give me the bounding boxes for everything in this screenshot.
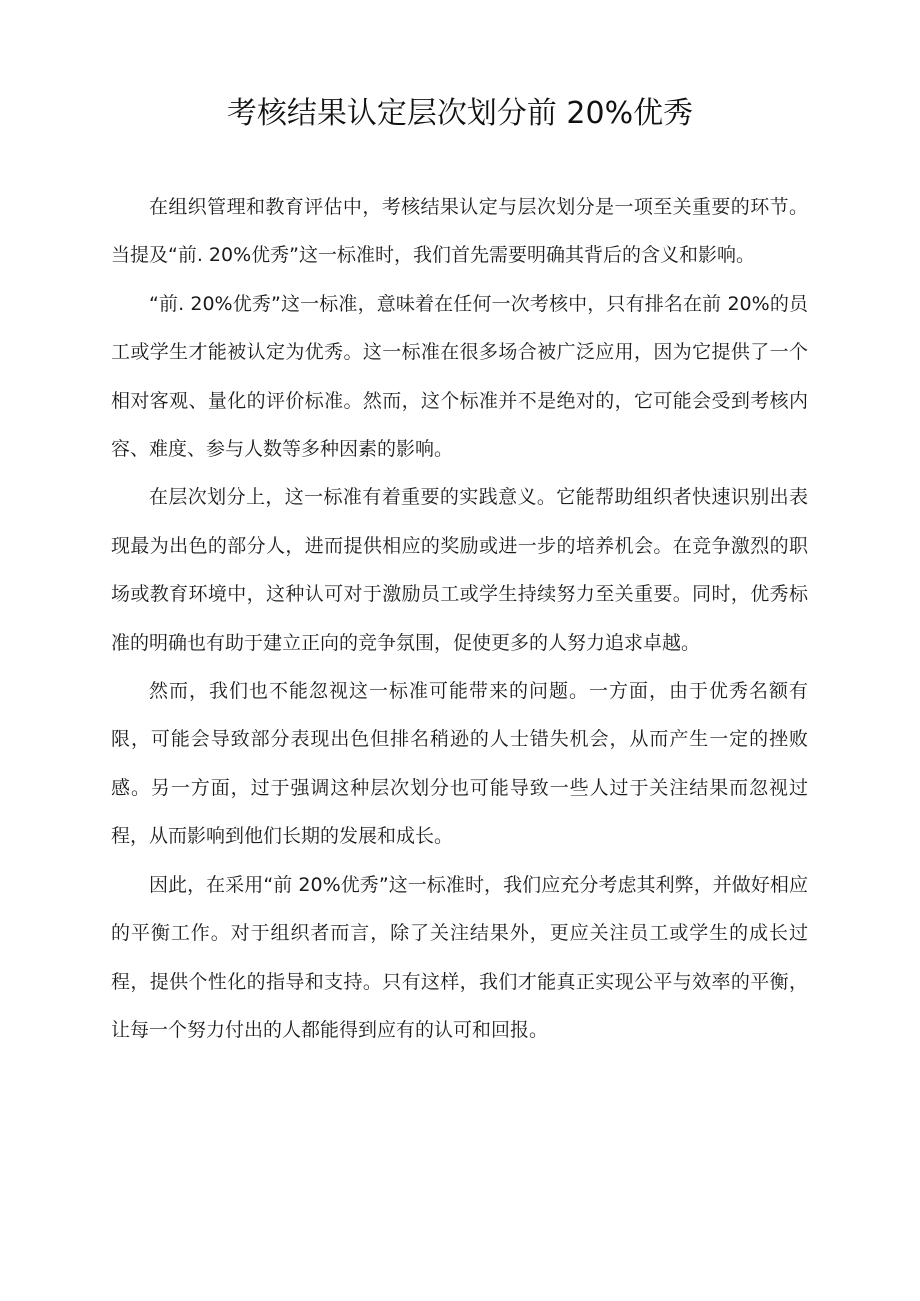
document-title: 考核结果认定层次划分前 20%优秀: [226, 96, 694, 131]
paragraph: “前. 20%优秀”这一标准，意味着在任何一次考核中，只有排名在前 20%的员工或学生才能被认定为优秀。这一标准在很多场合被广泛应用，因为它提供了一个相对客观、量化的评价标准。然而，这个标准并不是绝对的，它可能会受到考核内容、难度、参与人数等多种因素的影响。: [111, 292, 808, 461]
paragraph: 然而，我们也不能忽视这一标准可能带来的问题。一方面，由于优秀名额有限，可能会导致部分表现出色但排名稍逊的人士错失机会，从而产生一定的挫败感。另一方面，过于强调这种层次划分也可能导致一些人过于关注结果而忽视过程，从而影响到他们长期的发展和成长。: [111, 680, 808, 848]
paragraph: 在组织管理和教育评估中，考核结果认定与层次划分是一项至关重要的环节。当提及“前. 20%优秀”这一标准时，我们首先需要明确其背后的含义和影响。: [111, 196, 808, 267]
paragraph: 因此，在采用“前 20%优秀”这一标准时，我们应充分考虑其利弊，并做好相应的平衡工作。对于组织者而言，除了关注结果外，更应关注员工或学生的成长过程，提供个性化的指导和支持。只有这样，我们才能真正实现公平与效率的平衡，让每一个努力付出的人都能得到应有的认可和回报。: [111, 873, 808, 1041]
paragraph: 在层次划分上，这一标准有着重要的实践意义。它能帮助组织者快速识别出表现最为出色的部分人，进而提供相应的奖励或进一步的培养机会。在竞争激烈的职场或教育环境中，这种认可对于激励员工或学生持续努力至关重要。同时，优秀标准的明确也有助于建立正向的竞争氛围，促使更多的人努力追求卓越。: [111, 486, 808, 654]
document-body: [111, 183, 808, 1054]
